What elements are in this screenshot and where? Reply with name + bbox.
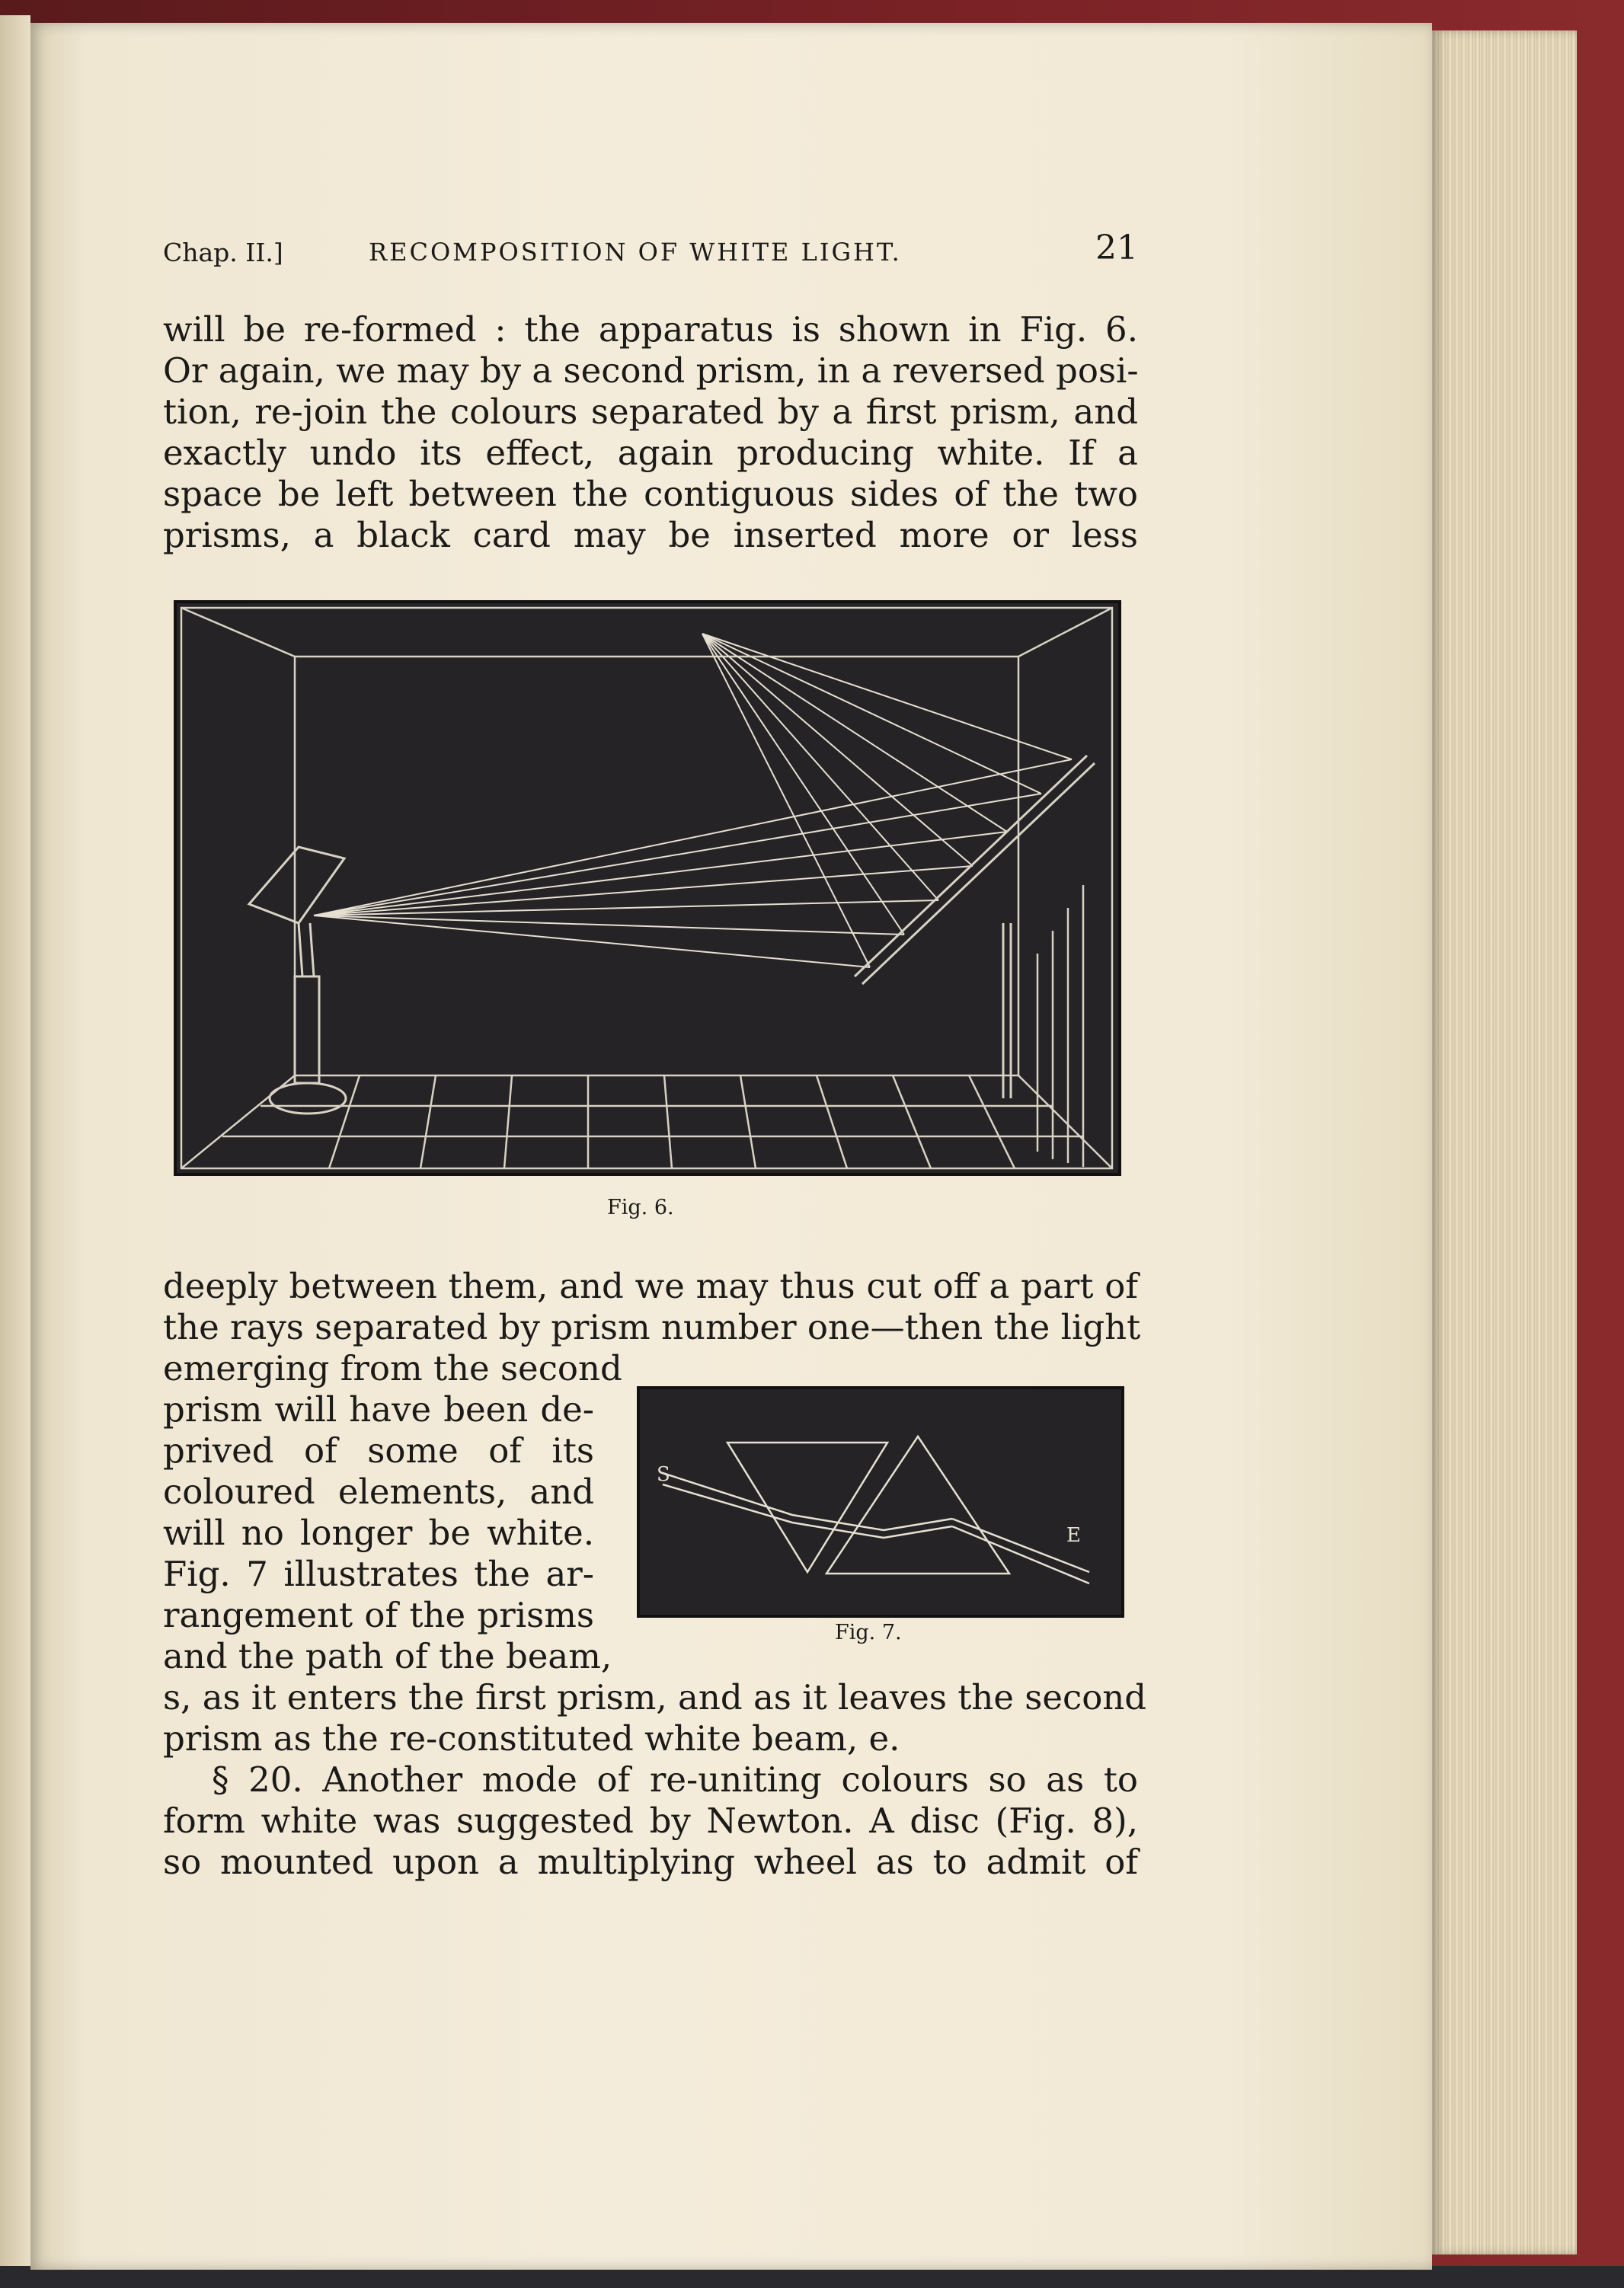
text-line: s, as it enters the first prism, and as it leaves the second — [163, 1677, 1147, 1718]
left-page-edge — [0, 15, 30, 2270]
figure-7-plate — [637, 1386, 1124, 1618]
text-line: prived of some of its — [163, 1430, 594, 1471]
text-line: deeply between them, and we may thus cut off a part of — [163, 1266, 1138, 1306]
text-line: form white was suggested by Newton. A disc (Fig. 8), — [163, 1801, 1138, 1841]
text-line: prism as the re-constituted white beam, e. — [163, 1718, 900, 1759]
text-line: space be left between the contiguous sides of the two — [163, 474, 1138, 514]
running-head — [163, 228, 1138, 274]
text-line: exactly undo its effect, again producing white. If a — [163, 433, 1138, 473]
figure-7-caption: Fig. 7. — [835, 1621, 902, 1644]
figure-7-illustration — [640, 1389, 1121, 1615]
page-edges — [1432, 30, 1577, 2254]
text-line: will no longer be white. — [163, 1513, 594, 1553]
text-line: will be re-formed : the apparatus is shown in Fig. 6. — [163, 309, 1138, 350]
text-line: prisms, a black card may be inserted more or less — [163, 515, 1138, 555]
text-line: and the path of the beam, — [163, 1636, 612, 1676]
text-line: prism will have been de- — [163, 1389, 594, 1430]
text-line: Or again, we may by a second prism, in a reversed posi- — [163, 350, 1139, 391]
chapter-label: Chap. II.] — [163, 238, 283, 267]
text-line: rangement of the prisms — [163, 1595, 594, 1635]
text-line: Fig. 7 illustrates the ar- — [163, 1554, 594, 1594]
figure-6-caption: Fig. 6. — [607, 1196, 674, 1219]
text-line: so mounted upon a multiplying wheel as to admit of — [163, 1842, 1138, 1882]
figure-6-plate — [174, 600, 1121, 1176]
figure-7-label-e: E — [1066, 1524, 1081, 1547]
text-line: coloured elements, and — [163, 1472, 594, 1512]
page-number: 21 — [1095, 228, 1138, 267]
text-line: tion, re-join the colours separated by a first prism, and — [163, 391, 1138, 432]
text-line: emerging from the second — [163, 1348, 622, 1388]
figure-6-illustration — [177, 603, 1118, 1173]
figure-7-label-s: S — [657, 1463, 670, 1486]
text-line: the rays separated by prism number one—then the light — [163, 1307, 1141, 1347]
chapter-title: RECOMPOSITION OF WHITE LIGHT. — [369, 238, 902, 267]
text-line: § 20. Another mode of re-uniting colours so as to — [212, 1759, 1138, 1800]
